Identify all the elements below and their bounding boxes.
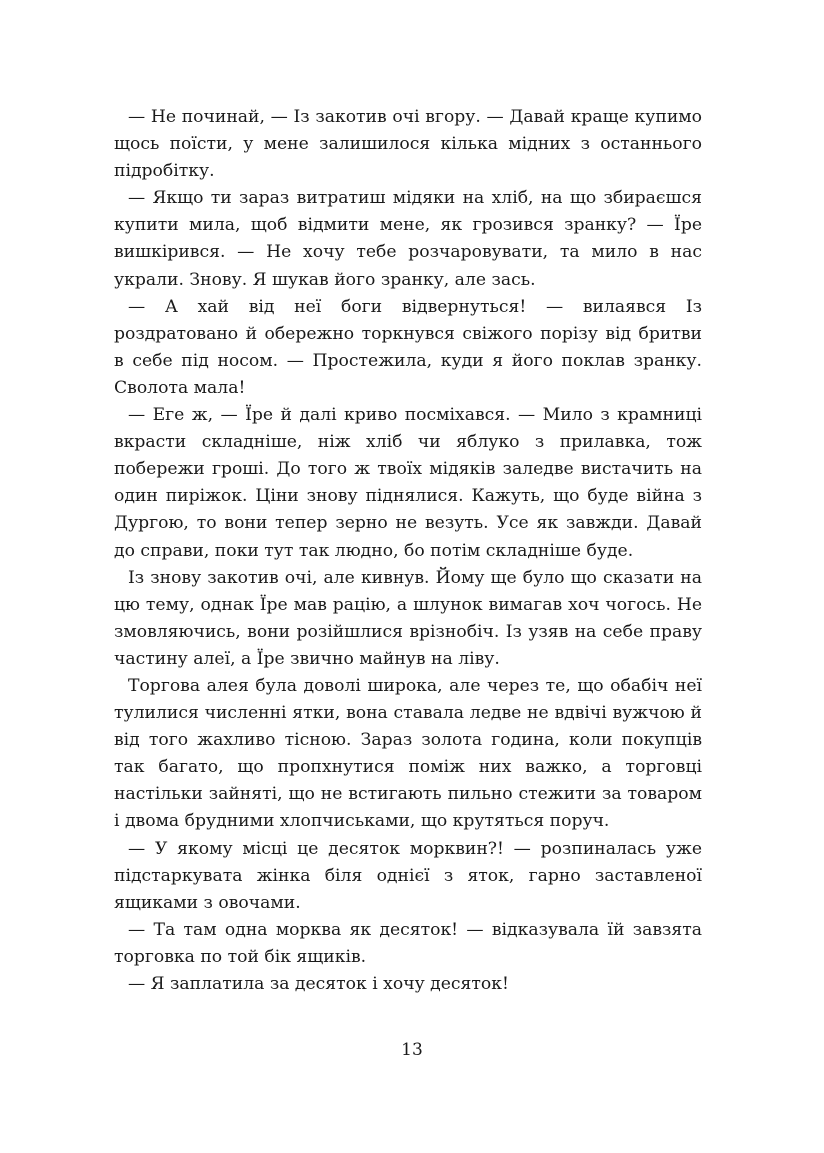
paragraph: — Якщо ти зараз витратиш мідяки на хліб, на що збираєшся купити мила, щоб відмити мене, як грозився зранку? — Їре вишкірився. — Не хочу тебе розчаровувати, та мило в нас украли. Знову. Я шукав його зранку, але зась.: [114, 188, 702, 290]
paragraph: Із знову закотив очі, але кивнув. Йому ще було що сказати на цю тему, однак Їре мав рацію, а шлунок вимагав хоч чогось. Не змовляючись, вони розійшлися врізнобіч. Із узяв на себе праву частину алеї, а Їре звично майнув на ліву.: [114, 567, 702, 669]
paragraph: — А хай від неї боги відвернуться! — вилаявся Із роздратовано й обережно торкнувся свіжого порізу від бритви в себе під носом. — Простежила, куди я його поклав зранку. Сволота мала!: [114, 296, 702, 398]
paragraph: — Еге ж, — Їре й далі криво посміхався. — Мило з крамниці вкрасти складніше, ніж хліб чи яблуко з прилавка, тож побережи гроші. До того ж твоїх мідяків заледве вистачить на один пиріжок. Ціни знову піднялися. Кажуть, що буде війна з Дургою, то вони тепер зерно не везуть. Усе як завжди. Давай до справи, поки тут так людно, бо потім складніше буде.: [114, 405, 702, 561]
body-text: [114, 104, 702, 998]
paragraph: — Я заплатила за десяток і хочу десяток!: [128, 974, 509, 994]
paragraph: — У якому місці це десяток морквин?! — розпиналась уже підстаркувата жінка біля однієї з яток, гарно заставленої ящиками з овочами.: [114, 838, 702, 913]
paragraph: Торгова алея була доволі широка, але через те, що обабіч неї тулилися численні ятки, вона ставала ледве не вдвічі вужчою й від того жахливо тісною. Зараз золота година, коли покупців так багато, що пропхнутися поміж них важко, а торговці настільки зайняті, що не встигають пильно стежити за товаром і двома брудними хлопчиськами, що крутяться поруч.: [114, 675, 702, 832]
page-number: 13: [401, 1040, 423, 1060]
paragraph: — Та там одна морква як десяток! — відказувала їй завзята торговка по той бік ящиків.: [114, 919, 702, 967]
paragraph: — Не починай, — Із закотив очі вгору. — Давай краще купимо щось поїсти, у мене залишилося кілька мідних з останнього підробітку.: [114, 107, 702, 182]
